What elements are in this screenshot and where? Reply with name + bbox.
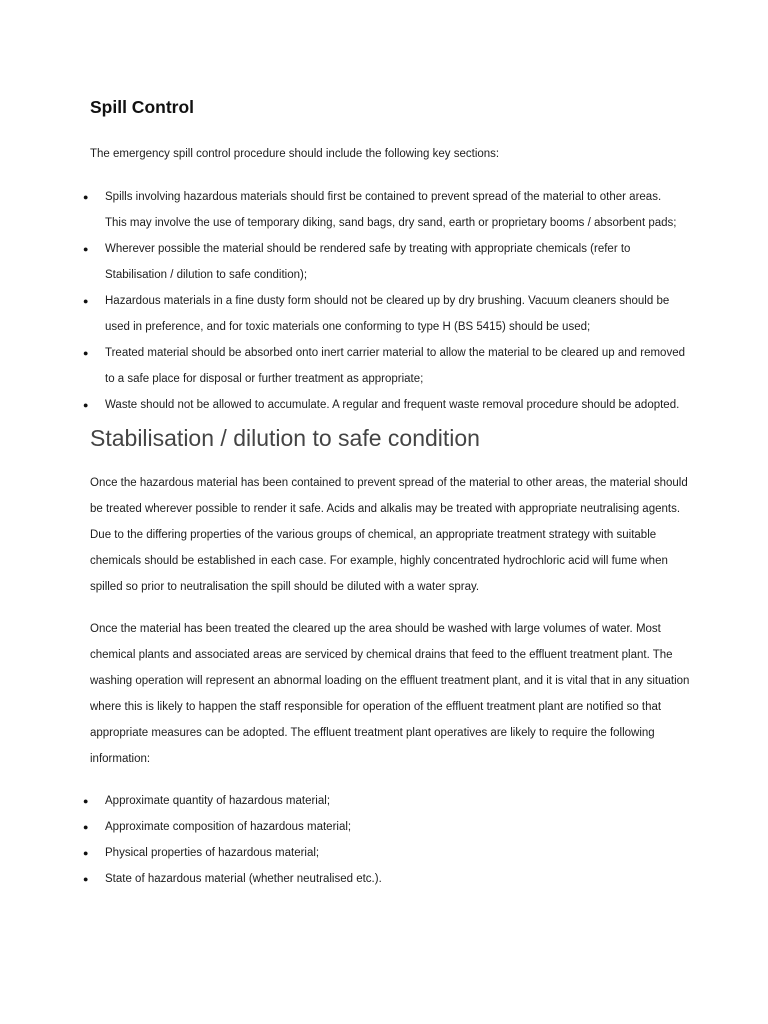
bullet-icon: ●	[83, 192, 89, 202]
bullet-icon: ●	[83, 348, 89, 358]
section-heading: Stabilisation / dilution to safe condition	[90, 425, 480, 451]
page-title: Spill Control	[90, 97, 195, 117]
bullet-icon: ●	[83, 848, 89, 858]
body-paragraph-1: Once the hazardous material has been contained to prevent spread of the material to other areas, the material should be treated wherever possible to render it safe. Acids and alkalis may be treated with appropriate neutralising agents. Due to the differing properties of the various groups of chemical, an appropriate treatment strategy with suitable chemicals should be established in each case. For example, highly concentrated hydrochloric acid will fume when spilled so prior to neutralisation the spill should be diluted with a water spray.	[90, 477, 688, 593]
bullet-icon: ●	[83, 296, 89, 306]
bullet-icon: ●	[83, 874, 89, 884]
list-item-text: Approximate composition of hazardous material;	[105, 821, 352, 833]
information-list	[0, 788, 768, 892]
body-paragraph-2: Once the material has been treated the cleared up the area should be washed with large volumes of water. Most chemical plants and associated areas are serviced by chemical drains that feed to the effluent treatment plant. The washing operation will represent an abnormal loading on the effluent treatment plant, and it is vital that in any situation where this is likely to happen the staff responsible for operation of the effluent treatment plant are notified so that appropriate measures can be adopted. The effluent treatment plant operatives are likely to require the following information:	[90, 623, 690, 765]
list-item	[0, 788, 685, 814]
list-item-text: Approximate quantity of hazardous material;	[105, 795, 331, 807]
list-item	[0, 184, 685, 236]
list-item	[0, 392, 685, 418]
list-item	[0, 866, 685, 892]
bullet-icon: ●	[83, 244, 89, 254]
bullet-icon: ●	[83, 796, 89, 806]
list-item-text: Physical properties of hazardous material;	[105, 847, 320, 859]
list-item-text: Hazardous materials in a fine dusty form should not be cleared up by dry brushing. Vacuum cleaners should be used in preference, and for toxic materials one conforming to type H (BS 5415) should be used;	[105, 295, 670, 333]
spill-control-list	[0, 184, 768, 418]
list-item-text: Spills involving hazardous materials should first be contained to prevent spread of the material to other areas. This may involve the use of temporary diking, sand bags, dry sand, earth or proprietary booms / absorbent pads;	[105, 191, 677, 229]
list-item	[0, 236, 685, 288]
list-item	[0, 814, 685, 840]
list-item	[0, 340, 685, 392]
list-item-text: State of hazardous material (whether neutralised etc.).	[105, 873, 382, 885]
intro-paragraph: The emergency spill control procedure should include the following key sections:	[90, 148, 500, 160]
list-item-text: Treated material should be absorbed onto inert carrier material to allow the material to be cleared up and removed to a safe place for disposal or further treatment as appropriate;	[105, 347, 685, 385]
list-item-text: Wherever possible the material should be rendered safe by treating with appropriate chemicals (refer to Stabilisation / dilution to safe condition);	[105, 243, 631, 281]
list-item	[0, 288, 685, 340]
list-item	[0, 840, 685, 866]
list-item-text: Waste should not be allowed to accumulate. A regular and frequent waste removal procedure should be adopted.	[105, 399, 680, 411]
bullet-icon: ●	[83, 400, 89, 410]
bullet-icon: ●	[83, 822, 89, 832]
